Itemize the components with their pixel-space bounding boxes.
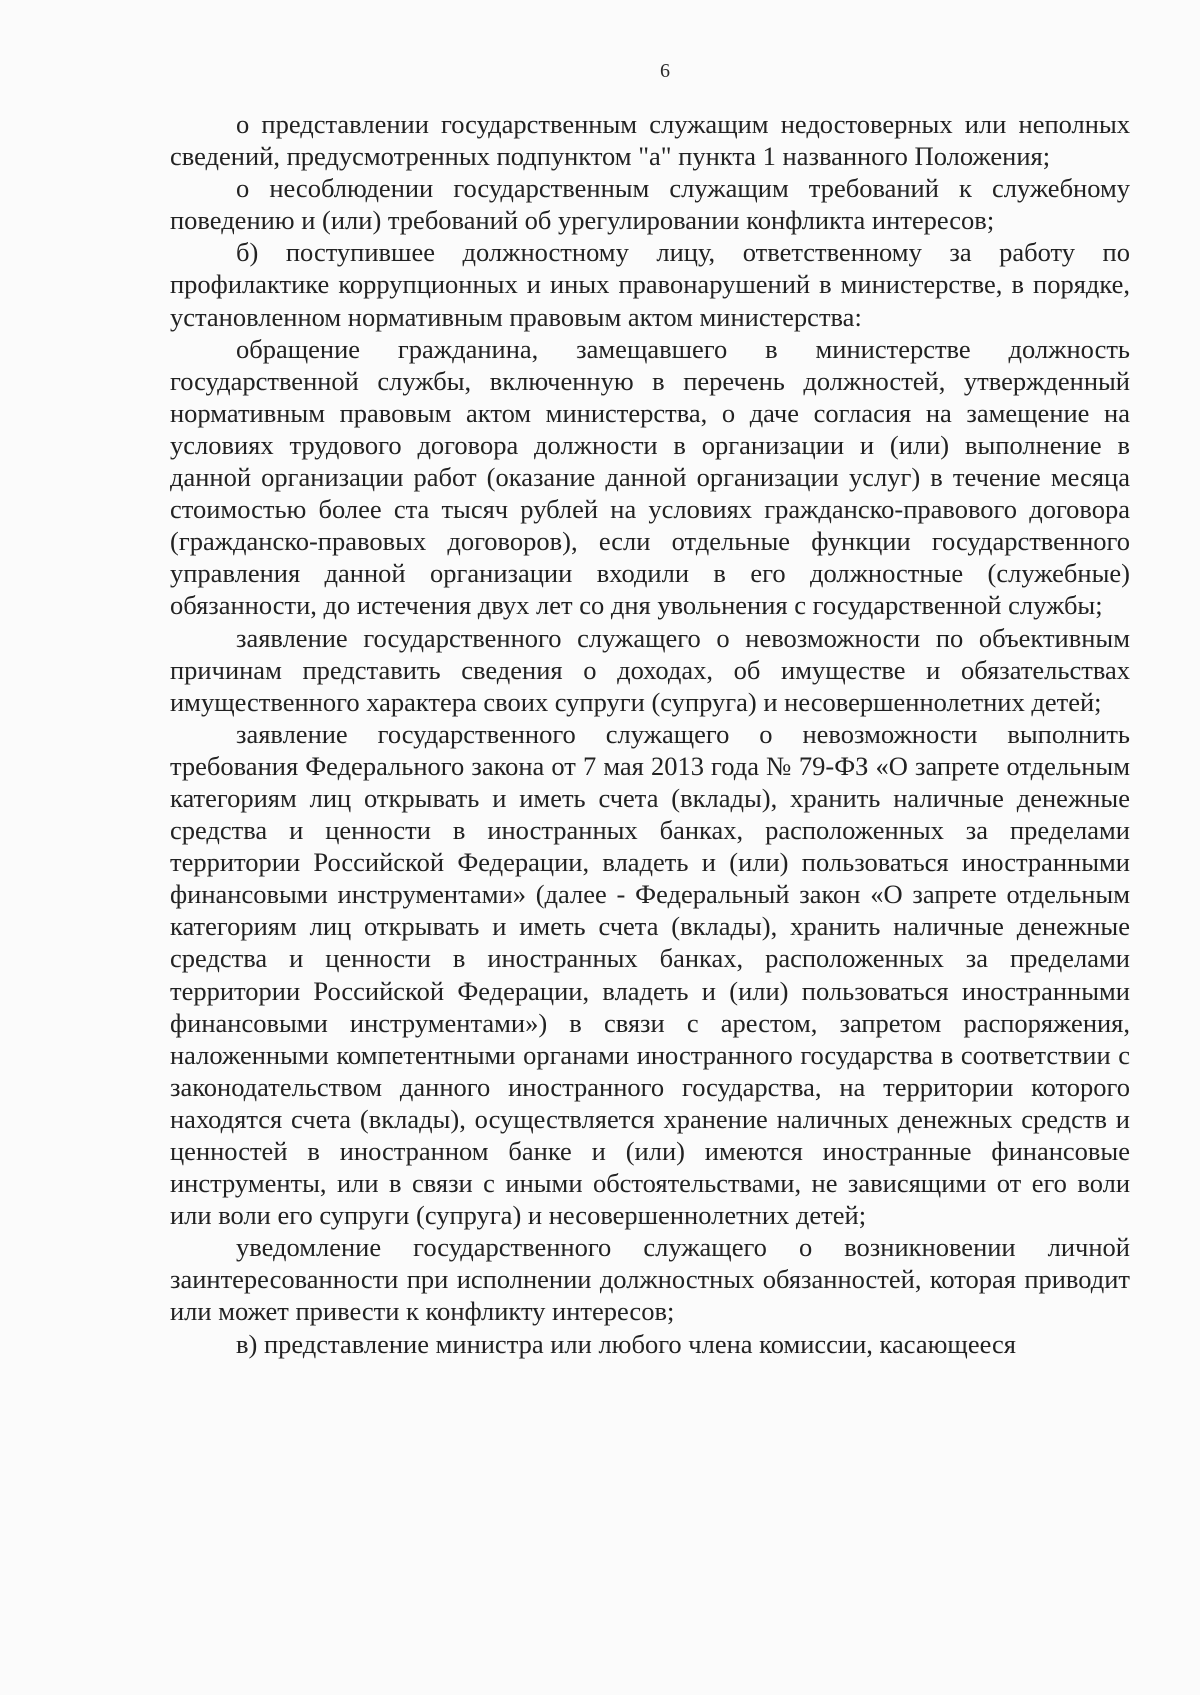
paragraph-foreign-accounts: заявление государственного служащего о невозможности выполнить требования Федерального закона от 7 мая 2013 года № 79-ФЗ «О запрете отдельным категориям лиц открывать и иметь счета (вклады), хранить наличные денежные средства и ценности в иностранных банках, расположенных за пределами территории Российской Федерации, владеть и (или) пользоваться иностранными финансовыми инструментами» (далее - Федеральный закон «О запрете отдельным категориям лиц открывать и иметь счета (вклады), хранить наличные денежные средства и ценности в иностранных банках, расположенных за пределами территории Российской Федерации, владеть и (или) пользоваться иностранными финансовыми инструментами») в связи с арестом, запретом распоряжения, наложенными компетентными органами иностранного государства в соответствии с законодательством данного иностранного государства, на территории которого находятся счета (вклады), осуществляется хранение наличных денежных средств и ценностей в иностранном банке и (или) имеются иностранные финансовые инструменты, или в связи с иными обстоятельствами, не зависящими от его воли или воли его супруги (супруга) и несовершеннолетних детей; [170, 718, 1130, 1231]
page-number: 6 [660, 60, 670, 82]
paragraph-item-c: в) представление министра или любого члена комиссии, касающееся [236, 1328, 1016, 1359]
paragraph-unreliable-info: о представлении государственным служащим недостоверных или неполных сведений, предусмотренных подпунктом "а" пункта 1 названного Положения; [170, 109, 1130, 172]
paragraph-citizen-appeal: обращение гражданина, замещавшего в министерстве должность государственной службы, включенную в перечень должностей, утвержденный нормативным правовым актом министерства, о даче согласия на замещение на условиях трудового договора должности в организации и (или) выполнение в данной организации работ (оказание данной организации услуг) в течение месяца стоимостью более ста тысяч рублей на условиях гражданско-правового договора (гражданско-правовых договоров), если отдельные функции государственного управления данной организации входили в его должностные (служебные) обязанности, до истечения двух лет со дня увольнения с государственной службы; [170, 333, 1130, 621]
paragraph-conflict-notice: уведомление государственного служащего о возникновении личной заинтересованности при исполнении должностных обязанностей, которая приводит или может привести к конфликту интересов; [170, 1232, 1130, 1327]
paragraph-item-b: б) поступившее должностному лицу, ответственному за работу по профилактике коррупционных и иных правонарушений в министерстве, в порядке, установленном нормативным правовым актом министерства: [170, 237, 1130, 332]
document-body [170, 108, 1130, 1360]
paragraph-nonobservance: о несоблюдении государственным служащим требований к служебному поведению и (или) требований об урегулировании конфликта интересов; [170, 173, 1130, 236]
paragraph-income-statement: заявление государственного служащего о невозможности по объективным причинам представить сведения о доходах, об имуществе и обязательствах имущественного характера своих супруги (супруга) и несовершеннолетних детей; [170, 622, 1130, 717]
